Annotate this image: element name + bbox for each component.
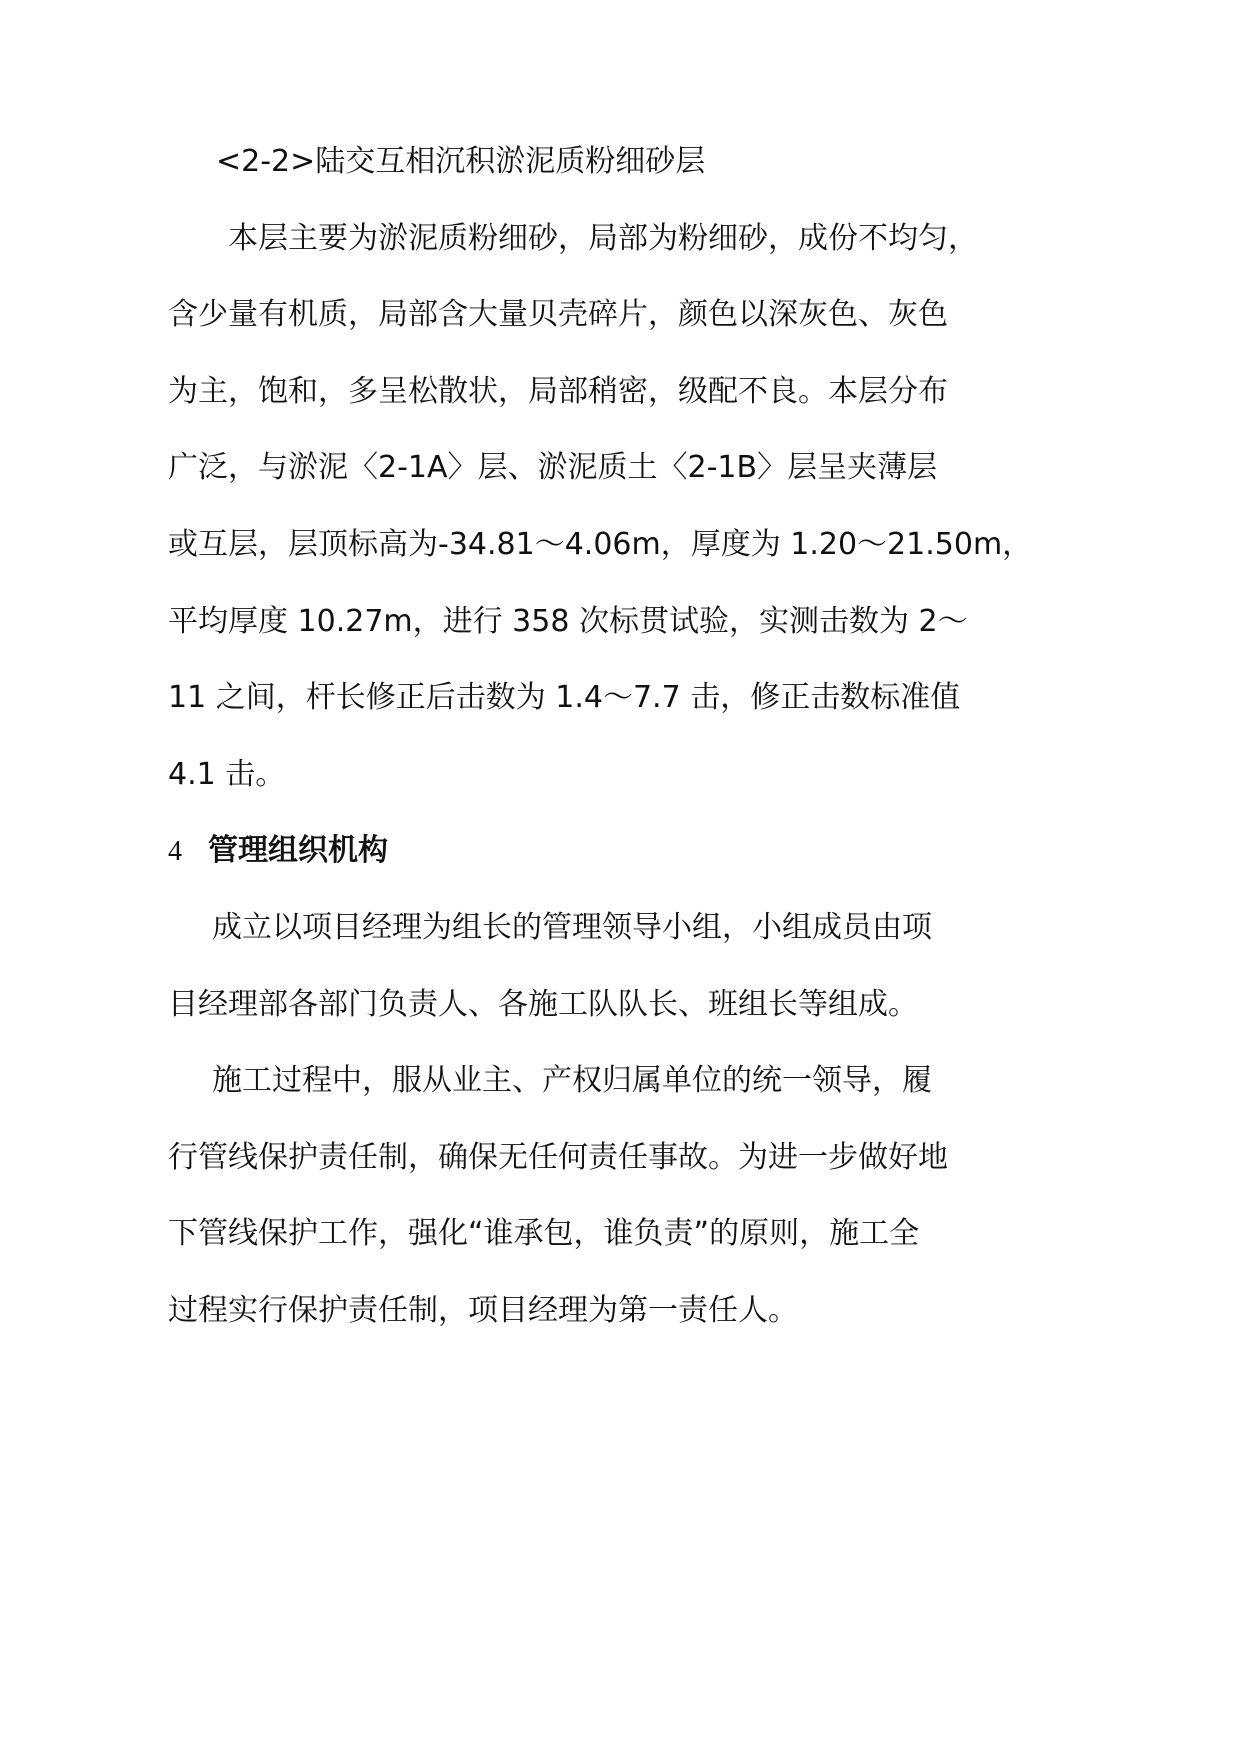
document-page [168,124,1033,1350]
text-line: 成立以项目经理为组长的管理领导小组，小组成员由项 [212,909,932,945]
text-line: 或互层，层顶标高为-34.81～4.06m，厚度为 1.20～21.50m， [168,526,1033,562]
text-line: 行管线保护责任制，确保无任何责任事故。为进一步做好地 [168,1139,948,1175]
text-line: 下管线保护工作，强化“谁承包，谁负责”的原则，施工全 [168,1216,920,1252]
text-line: 过程实行保护责任制，项目经理为第一责任人。 [168,1292,798,1328]
text-line: 施工过程中，服从业主、产权归属单位的统一领导，履 [212,1063,932,1099]
section-number: 4 [168,836,182,868]
text-line: 本层主要为淤泥质粉细砂，局部为粉细砂，成份不均匀， [228,220,978,256]
text-line: 平均厚度 10.27m，进行 358 次标贯试验，实测击数为 2～ [168,603,968,639]
text-line: 广泛，与淤泥〈2-1A〉层、淤泥质土〈2-1B〉层呈夹薄层 [168,450,938,486]
paragraph-responsibility [168,1043,968,1349]
text-line: 11 之间，杆长修正后击数为 1.4～7.7 击，修正击数标准值 [168,680,961,716]
paragraph-organization [168,890,968,1043]
text-line: 为主，饱和，多呈松散状，局部稍密，级配不良。本层分布 [168,373,948,409]
text-line: 4.1 击。 [168,756,286,792]
section-heading [168,813,968,890]
text-line: 目经理部各部门负责人、各施工队队长、班组长等组成。 [168,986,918,1022]
subsection-title: <2-2>陆交互相沉积淤泥质粉细砂层 [216,144,706,179]
section-title: 管理组织机构 [208,833,388,869]
paragraph-soil-layer [168,201,1033,814]
text-line: 含少量有机质，局部含大量贝壳碎片，颜色以深灰色、灰色 [168,297,948,333]
